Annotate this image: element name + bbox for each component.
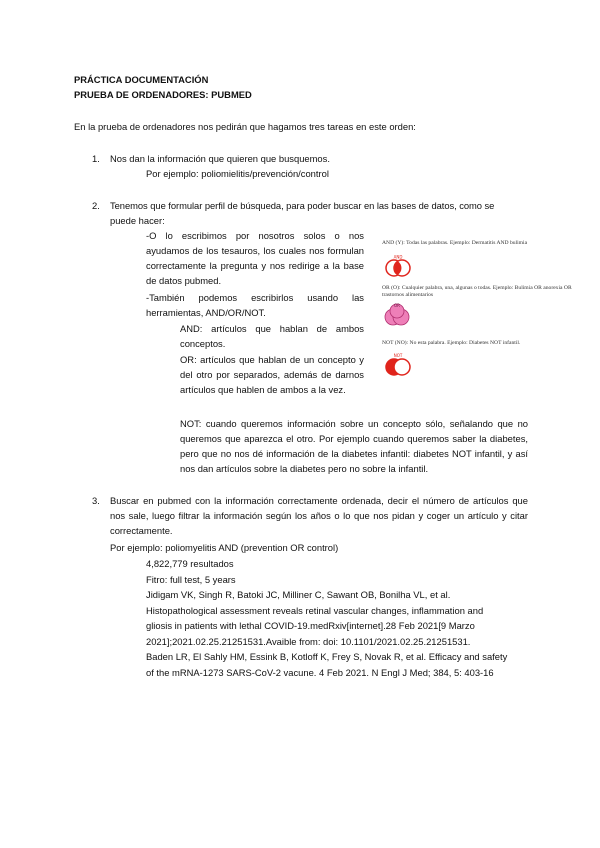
citation1-line2: Histopathological assessment reveals retinal vascular changes, inflammation and <box>146 605 484 616</box>
item2-number: 2. <box>92 200 100 211</box>
or-venn-diagram <box>383 302 411 328</box>
item1-number: 1. <box>92 153 100 164</box>
or-caption: OR (O): Cualquier palabra, una, algunas o todas. Ejemplo: Bulimia OR anorexia OR trastornos alimentarios <box>382 285 572 298</box>
or-venn-label: OR <box>394 303 400 308</box>
item3-number: 3. <box>92 495 100 506</box>
item1-text: Nos dan la información que quieren que busquemos. <box>110 153 330 164</box>
not-venn-diagram <box>384 352 412 378</box>
citation1-line1: Jidigam VK, Singh R, Batoki JC, Milliner C, Sawant OB, Bonilha VL, et al. <box>146 589 451 600</box>
item3-text: Buscar en pubmed con la información correctamente ordenada, decir el número de artículos que nos sale, luego filtrar la información según los años o lo que nos pidan y coger un artículo y citar correctamente. <box>110 495 528 536</box>
and-venn-label: AND <box>393 254 403 260</box>
search-filter: Fitro: full test, 5 years <box>146 574 236 585</box>
citation2-line1: Baden LR, El Sahly HM, Essink B, Kotloff K, Frey S, Novak R, et al. Efficacy and safety <box>146 651 508 662</box>
item2-line1: Tenemos que formular perfil de búsqueda, para poder buscar en las bases de datos, como se <box>110 200 495 211</box>
citation1-line3: gliosis in patients with lethal COVID-19.medRxiv[internet].28 Feb 2021[9 Marzo <box>146 620 475 631</box>
or-description: OR: artículos que hablan de un concepto y del otro por separados, además de darnos artículos que hablen de ambos a la vez. <box>180 354 364 395</box>
not-venn-right <box>394 359 410 375</box>
intro-paragraph: En la prueba de ordenadores nos pedirán que hagamos tres tareas en este orden: <box>74 121 416 132</box>
citation2-line2: of the mRNA-1273 SARS-CoV-2 vacune. 4 Feb 2021. N Engl J Med; 384, 5: 403-16 <box>146 667 494 678</box>
item2-line2: puede hacer: <box>110 215 165 226</box>
search-results-count: 4,822,779 resultados <box>146 558 234 569</box>
item2-sub1: -O lo escribimos por nosotros solos o nos ayudamos de los tesauros, los cuales nos formulan correctamente la pregunta y nos redirige a la base de datos pubmed. <box>146 230 364 286</box>
and-venn-diagram <box>384 254 412 280</box>
citation1-line4: 2021];2021.02.25.21251531.Avaible from: doi: 10.1101/2021.02.25.21251531. <box>146 636 471 647</box>
item1-example: Por ejemplo: poliomielitis/prevención/control <box>146 168 329 179</box>
doc-subtitle: PRUEBA DE ORDENADORES: PUBMED <box>74 89 252 100</box>
and-description: AND: artículos que hablan de ambos conceptos. <box>180 323 364 349</box>
not-description: NOT: cuando queremos información sobre un concepto sólo, señalando que no queremos que aparezca el otro. Por ejemplo cuando queremos saber la diabetes, pero que no nos dé información de la diabetes infantil: diabetes NOT infantil, y así nos dan artículos sobre la diabetes pero no sobre la infantil. <box>180 418 528 474</box>
item3-example: Por ejemplo: poliomyelitis AND (prevention OR control) <box>110 542 339 553</box>
not-venn-label: NOT <box>393 353 403 358</box>
doc-title: PRÁCTICA DOCUMENTACIÓN <box>74 74 209 85</box>
item2-sub2: -También podemos escribirlos usando las herramientas, AND/OR/NOT. <box>146 292 364 318</box>
and-caption: AND (Y): Todas las palabras. Ejemplo: Dermatitis AND bulimia <box>382 240 528 246</box>
not-caption: NOT (NO): No esta palabra. Ejemplo: Diabetes NOT infantil. <box>382 340 521 346</box>
